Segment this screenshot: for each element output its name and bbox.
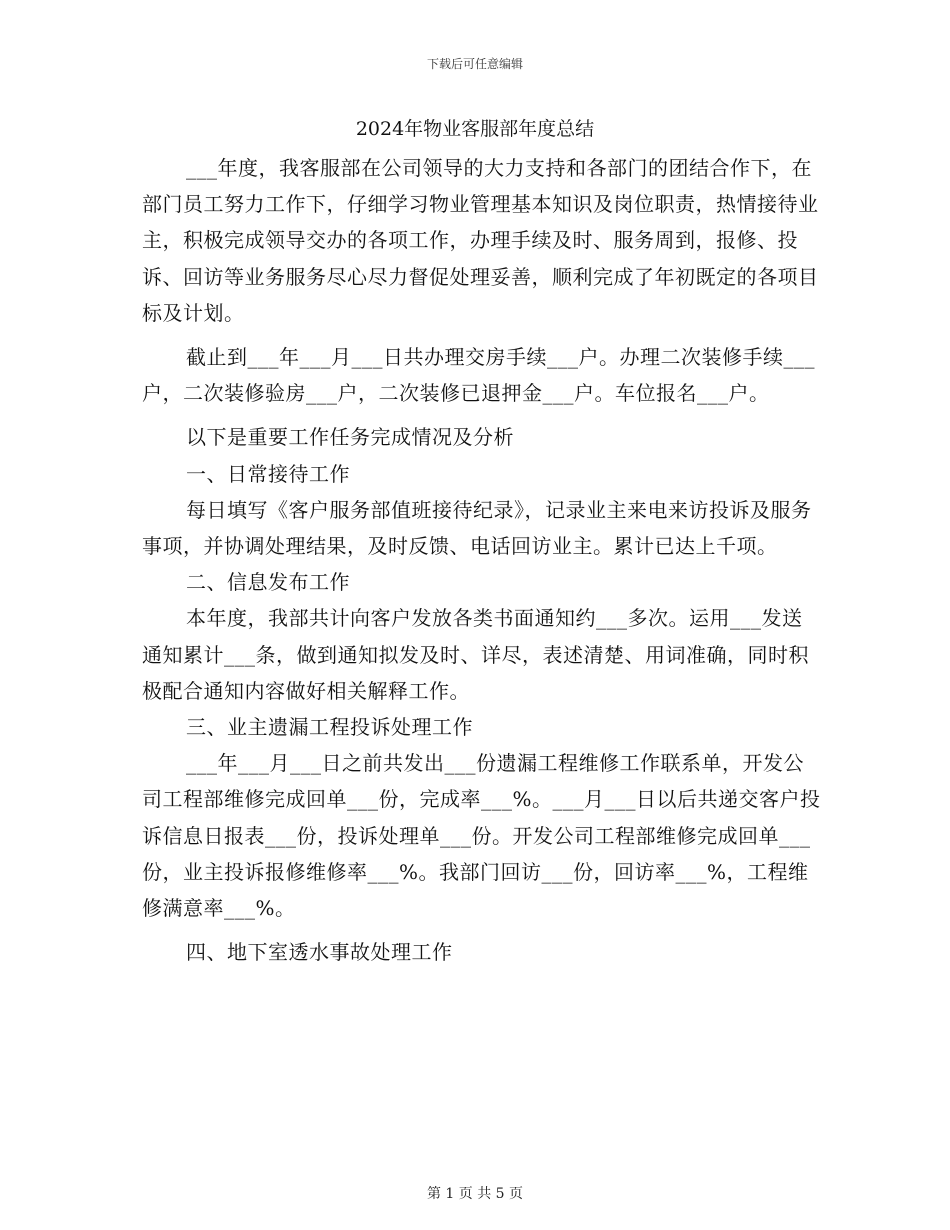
paragraph-intro: ___年度，我客服部在公司领导的大力支持和各部门的团结合作下，在部门员工努力工作下，仔细学习物业管理基本知识及岗位职责，热情接待业主，积极完成领导交办的各项工作，办理手续及时、服务周到，报修、投诉、回访等业务服务尽心尽力督促处理妥善，顺利完成了年初既定的各项目标及计划。 bbox=[142, 156, 819, 325]
section-heading-1: 一、日常接待工作 bbox=[186, 461, 350, 486]
paragraph-notices: 本年度，我部共计向客户发放各类书面通知约___多次。运用___发送通知累计___条，做到通知拟发及时、详尽，表述清楚、用词准确，同时积极配合通知内容做好相关解释工作。 bbox=[142, 606, 809, 703]
document-body bbox=[142, 150, 822, 970]
section-heading-3: 三、业主遗漏工程投诉处理工作 bbox=[186, 715, 473, 740]
page-title: 2024年物业客服部年度总结 bbox=[355, 118, 595, 140]
paragraph-complaints: ___年___月___日之前共发出___份遗漏工程维修工作联系单，开发公司工程部维修完成回单___份，完成率___%。___月___日以后共递交客户投诉信息日报表___份，投诉处理单___份。开发公司工程部维修完成回单___份，业主投诉报修维修率___%。我部门回访___份，回访率___%，工程维修满意率___%。 bbox=[142, 751, 821, 921]
paragraph-statistics: 截止到___年___月___日共办理交房手续___户。办理二次装修手续___户，二次装修验房___户，二次装修已退押金___户。车位报名___户。 bbox=[142, 345, 815, 406]
section-heading-4: 四、地下室透水事故处理工作 bbox=[186, 940, 453, 965]
header-note: 下载后可任意编辑 bbox=[426, 57, 523, 71]
paragraph-reception: 每日填写《客户服务部值班接待纪录》，记录业主来电来访投诉及服务事项，并协调处理结果，及时反馈、电话回访业主。累计已达上千项。 bbox=[142, 497, 812, 559]
section-heading-2: 二、信息发布工作 bbox=[186, 570, 350, 595]
page-number: 第 1 页 共 5 页 bbox=[426, 1186, 524, 1202]
paragraph-overview: 以下是重要工作任务完成情况及分析 bbox=[186, 425, 514, 450]
